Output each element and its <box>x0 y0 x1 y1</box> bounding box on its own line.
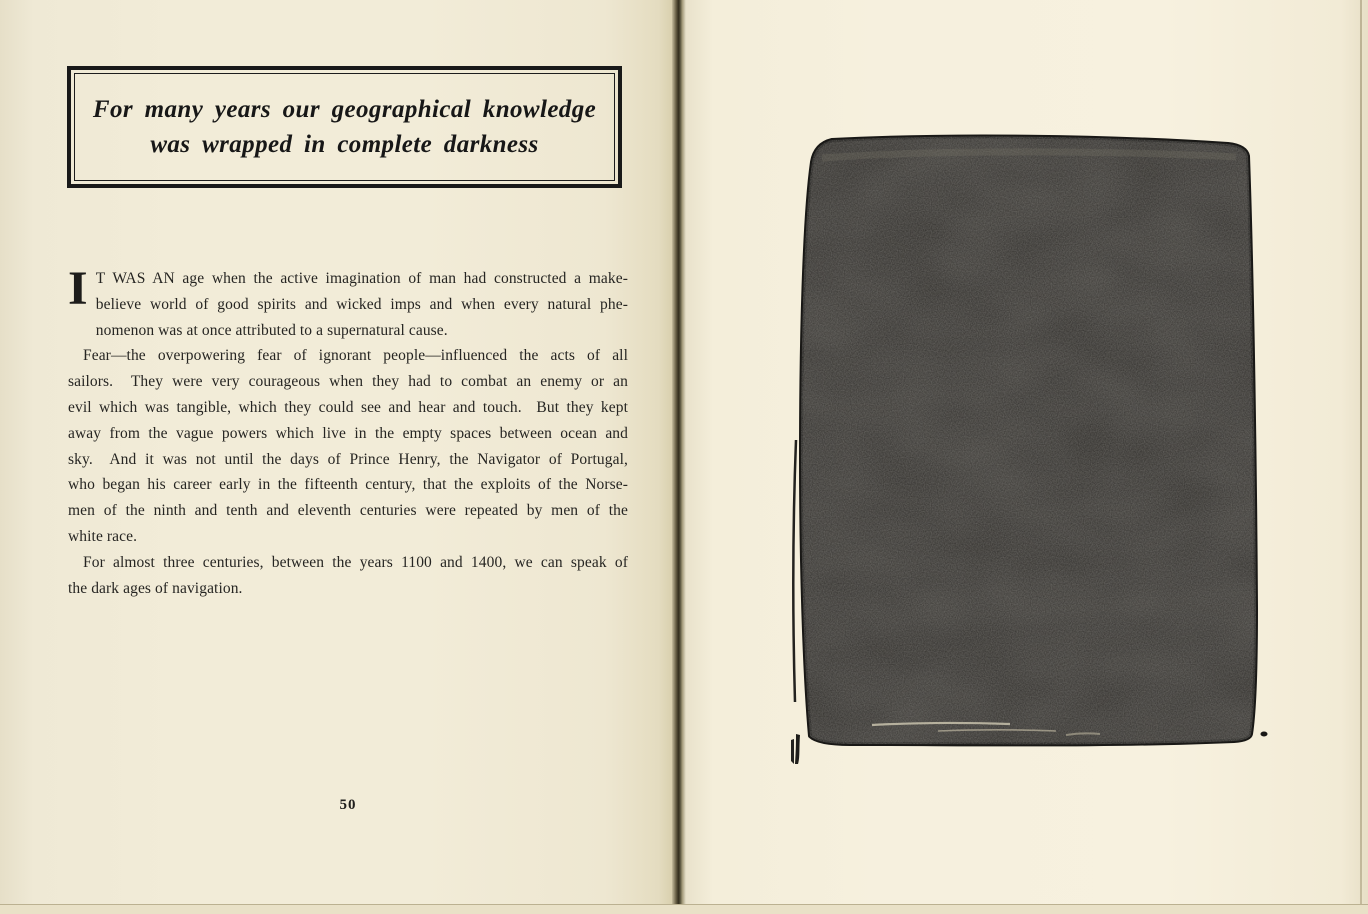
plate-ink-dot <box>1261 732 1268 737</box>
text-line: away from the vague powers which live in the empty spaces between ocean and <box>68 424 628 442</box>
plate-ink-drip <box>795 734 800 764</box>
left-page <box>0 0 672 913</box>
text-line: sailors. They were very courageous when they had to combat an enemy or an <box>68 373 628 391</box>
text-line: Fear—the overpowering fear of ignorant people—influenced the acts of all <box>83 347 628 365</box>
text-line: sky. And it was not until the days of Prince Henry, the Navigator of Portugal, <box>68 450 628 468</box>
title-line-2: was wrapped in complete darkness <box>150 131 539 158</box>
text-line: who began his career early in the fifteenth century, that the exploits of the Norse- <box>68 476 628 494</box>
page-title <box>71 70 618 184</box>
title-box <box>67 66 622 188</box>
plate-ink-drip <box>791 739 794 764</box>
text-line: white race. <box>68 527 138 545</box>
plate-mottle-texture <box>801 137 1256 745</box>
paragraph <box>68 343 628 549</box>
text-line: T WAS AN age when the active imagination of man had constructed a make- <box>95 270 628 287</box>
text-line: believe world of good spirits and wicked imps and when every natural phe- <box>95 295 628 313</box>
text-line: the dark ages of navigation. <box>68 579 243 597</box>
page-number: 50 <box>339 797 357 813</box>
dark-plate-illustration <box>788 128 1270 788</box>
page-edge-line <box>1360 0 1362 913</box>
book-gutter <box>672 0 686 913</box>
text-line: nomenon was at once attributed to a supernatural cause. <box>95 321 448 339</box>
text-line: evil which was tangible, which they could see and hear and touch. But they kept <box>68 398 628 416</box>
paragraph <box>68 262 628 343</box>
body-text <box>68 262 628 601</box>
text-line: For almost three centuries, between the years 1100 and 1400, we can speak of <box>83 553 628 571</box>
title-line-1: For many years our geographical knowledge <box>92 96 597 123</box>
paragraph <box>68 550 628 602</box>
drop-cap: I <box>68 262 88 315</box>
text-line: men of the ninth and tenth and eleventh centuries were repeated by men of the <box>68 502 628 520</box>
plate-left-brush-line <box>793 440 796 702</box>
